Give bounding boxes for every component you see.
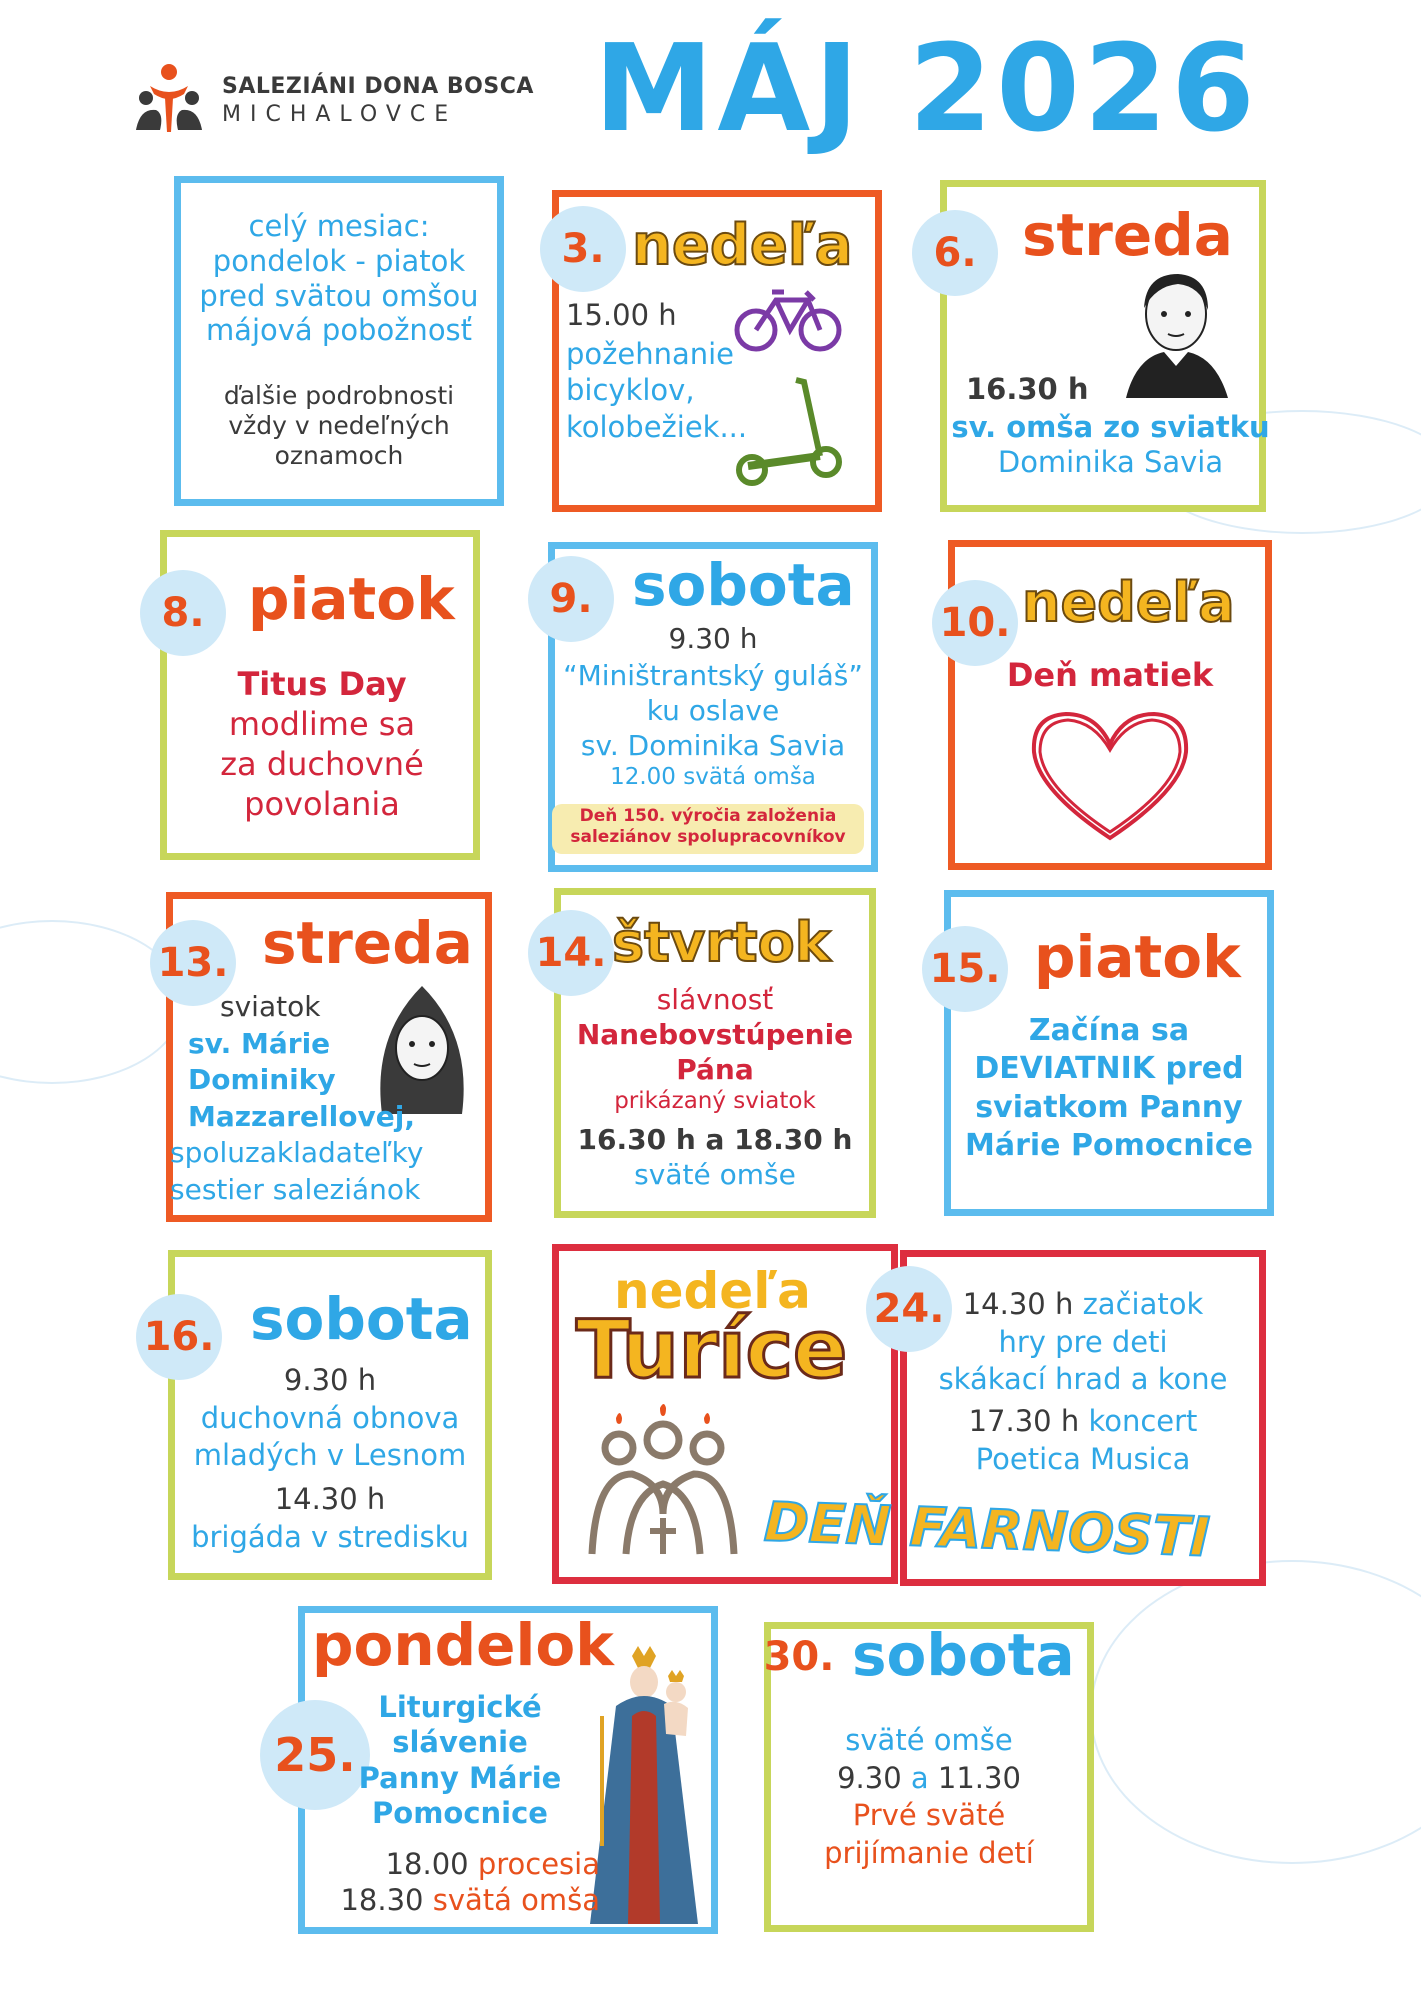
note-line: saleziánov spolupracovníkov bbox=[570, 827, 846, 848]
event-line: povolania bbox=[244, 785, 400, 823]
event-title: Pána bbox=[676, 1053, 754, 1086]
day-name: nedeľa bbox=[1022, 571, 1235, 634]
event-line: bicyklov, bbox=[566, 373, 695, 408]
event-line bbox=[764, 1760, 1094, 1798]
event-time: 9.30 bbox=[837, 1760, 902, 1795]
event-line: Začína sa bbox=[1028, 1013, 1190, 1048]
intro-note: oznamoch bbox=[274, 441, 404, 470]
event-line: “Miništrantský guláš” bbox=[563, 659, 863, 692]
event-line: kolobežiek... bbox=[566, 409, 748, 444]
event-time: 18.30 bbox=[340, 1883, 424, 1918]
background-ring bbox=[1090, 1560, 1421, 1864]
day-number: 6. bbox=[912, 210, 998, 296]
event-line: Prvé sväté bbox=[852, 1798, 1006, 1833]
event-title: Nanebovstúpenie bbox=[576, 1018, 854, 1051]
event-line: Poetica Musica bbox=[975, 1441, 1191, 1476]
event-line: prijímanie detí bbox=[824, 1836, 1034, 1871]
event-line: duchovná obnova bbox=[200, 1400, 460, 1435]
scooter-icon bbox=[736, 376, 846, 488]
saint-portrait-icon bbox=[1116, 262, 1234, 400]
event-time: 17.30 h bbox=[968, 1404, 1080, 1439]
event-line: Mazzarellovej, bbox=[188, 1099, 415, 1133]
event-line: sviatkom Panny bbox=[975, 1089, 1243, 1125]
feast-title: Turíce bbox=[576, 1303, 848, 1396]
day-name: štvrtok bbox=[612, 911, 831, 974]
day-number: 10. bbox=[932, 580, 1018, 666]
bicycle-icon bbox=[734, 284, 842, 354]
event-line bbox=[900, 1403, 1266, 1441]
event-time: 14.30 h bbox=[274, 1482, 386, 1517]
event-text: procesia bbox=[477, 1847, 600, 1881]
event-line: mladých v Lesnom bbox=[193, 1438, 467, 1473]
day-name: sobota bbox=[250, 1285, 473, 1353]
day-name: piatok bbox=[248, 565, 455, 633]
day-number: 25. bbox=[260, 1700, 370, 1810]
parish-day-banner: DEŇ FARNOSTI bbox=[763, 1490, 1211, 1569]
event-line: sviatok bbox=[220, 990, 321, 1023]
event-line: modlime sa bbox=[228, 705, 416, 743]
event-line: požehnanie bbox=[566, 337, 735, 371]
event-line: Dominika Savia bbox=[997, 444, 1224, 479]
event-time: 18.00 bbox=[385, 1847, 469, 1881]
day-number: 9. bbox=[528, 556, 614, 642]
event-line: spoluzakladateľky bbox=[170, 1136, 424, 1170]
day-name: piatok bbox=[1034, 923, 1241, 991]
intro-line: pondelok - piatok bbox=[212, 243, 466, 278]
day-name: sobota bbox=[632, 551, 855, 619]
event-time: 11.30 bbox=[937, 1760, 1021, 1795]
event-time: 14.30 h bbox=[962, 1287, 1074, 1321]
event-line: prikázaný sviatok bbox=[614, 1088, 816, 1114]
page-title: MÁJ 2026 bbox=[594, 20, 1259, 159]
event-line: Pomocnice bbox=[372, 1796, 548, 1831]
intro-line: pred svätou omšou bbox=[199, 278, 479, 313]
salesian-people-logo-icon bbox=[130, 58, 208, 136]
event-line: ku oslave bbox=[646, 694, 780, 727]
day-number: 14. bbox=[528, 910, 614, 996]
event-line: sväté omše bbox=[845, 1723, 1013, 1757]
event-line: slávnosť bbox=[656, 983, 774, 1016]
heart-icon bbox=[1024, 706, 1196, 846]
event-line bbox=[300, 1846, 600, 1882]
day-name: pondelok bbox=[312, 1611, 614, 1679]
day-name: streda bbox=[1022, 201, 1233, 269]
event-time: 15.00 h bbox=[566, 298, 677, 332]
event-line: sv. omša zo sviatku bbox=[951, 410, 1270, 444]
day-number: 13. bbox=[150, 920, 236, 1006]
intro-line: májová pobožnosť bbox=[205, 313, 473, 348]
org-name: SALEZIÁNI DONA BOSCA bbox=[222, 74, 534, 99]
intro-card bbox=[174, 176, 504, 506]
event-line: slávenie bbox=[392, 1725, 528, 1760]
event-time: 16.30 h a 18.30 h bbox=[577, 1122, 853, 1156]
event-line: skákací hrad a kone bbox=[938, 1362, 1228, 1397]
event-line: sväté omše bbox=[634, 1157, 796, 1191]
note-line: Deň 150. výročia založenia bbox=[579, 806, 837, 826]
day-name: streda bbox=[262, 909, 473, 977]
event-line: brigáda v stredisku bbox=[191, 1519, 469, 1554]
day-name: nedeľa bbox=[632, 213, 853, 278]
day-number: 24. bbox=[866, 1266, 952, 1352]
pentecost-family-icon bbox=[582, 1404, 742, 1564]
day-number: 15. bbox=[922, 926, 1008, 1012]
event-time: 9.30 h bbox=[668, 622, 758, 655]
day-number: 16. bbox=[136, 1294, 222, 1380]
intro-line: celý mesiac: bbox=[248, 209, 430, 243]
event-line: sestier saleziánok bbox=[170, 1172, 421, 1206]
event-line: DEVIATNIK pred bbox=[974, 1051, 1244, 1087]
event-line: Panny Márie bbox=[358, 1760, 562, 1795]
intro-note: vždy v nedeľných bbox=[228, 411, 450, 440]
org-city: MICHALOVCE bbox=[222, 102, 458, 127]
event-line: 12.00 svätá omša bbox=[610, 764, 816, 790]
event-text: a bbox=[910, 1760, 929, 1795]
day-number: 3. bbox=[540, 206, 626, 292]
day-number: 30. bbox=[763, 1634, 835, 1680]
event-line: Dominiky bbox=[188, 1063, 336, 1097]
day-name: sobota bbox=[852, 1621, 1075, 1689]
event-time: 9.30 h bbox=[283, 1363, 377, 1397]
event-line: Márie Pomocnice bbox=[965, 1128, 1253, 1164]
intro-note: ďalšie podrobnosti bbox=[223, 381, 455, 410]
event-line bbox=[300, 1882, 600, 1918]
event-line: Liturgické bbox=[378, 1690, 542, 1724]
event-text: koncert bbox=[1088, 1404, 1198, 1439]
day-number: 8. bbox=[140, 570, 226, 656]
event-text: svätá omša bbox=[432, 1883, 600, 1918]
event-text: začiatok bbox=[1082, 1287, 1204, 1321]
event-line: sv. Dominika Savia bbox=[580, 729, 846, 762]
event-title: Titus Day bbox=[237, 665, 407, 703]
event-title: Deň matiek bbox=[1006, 656, 1214, 694]
day-name: nedeľa bbox=[614, 1262, 811, 1320]
event-line bbox=[900, 1286, 1266, 1324]
org-logo bbox=[130, 58, 208, 136]
event-line: za duchovné bbox=[220, 745, 424, 783]
event-line: hry pre deti bbox=[998, 1324, 1168, 1359]
event-line: sv. Márie bbox=[188, 1027, 331, 1060]
anniversary-note bbox=[552, 804, 864, 854]
event-time: 16.30 h bbox=[966, 372, 1089, 406]
